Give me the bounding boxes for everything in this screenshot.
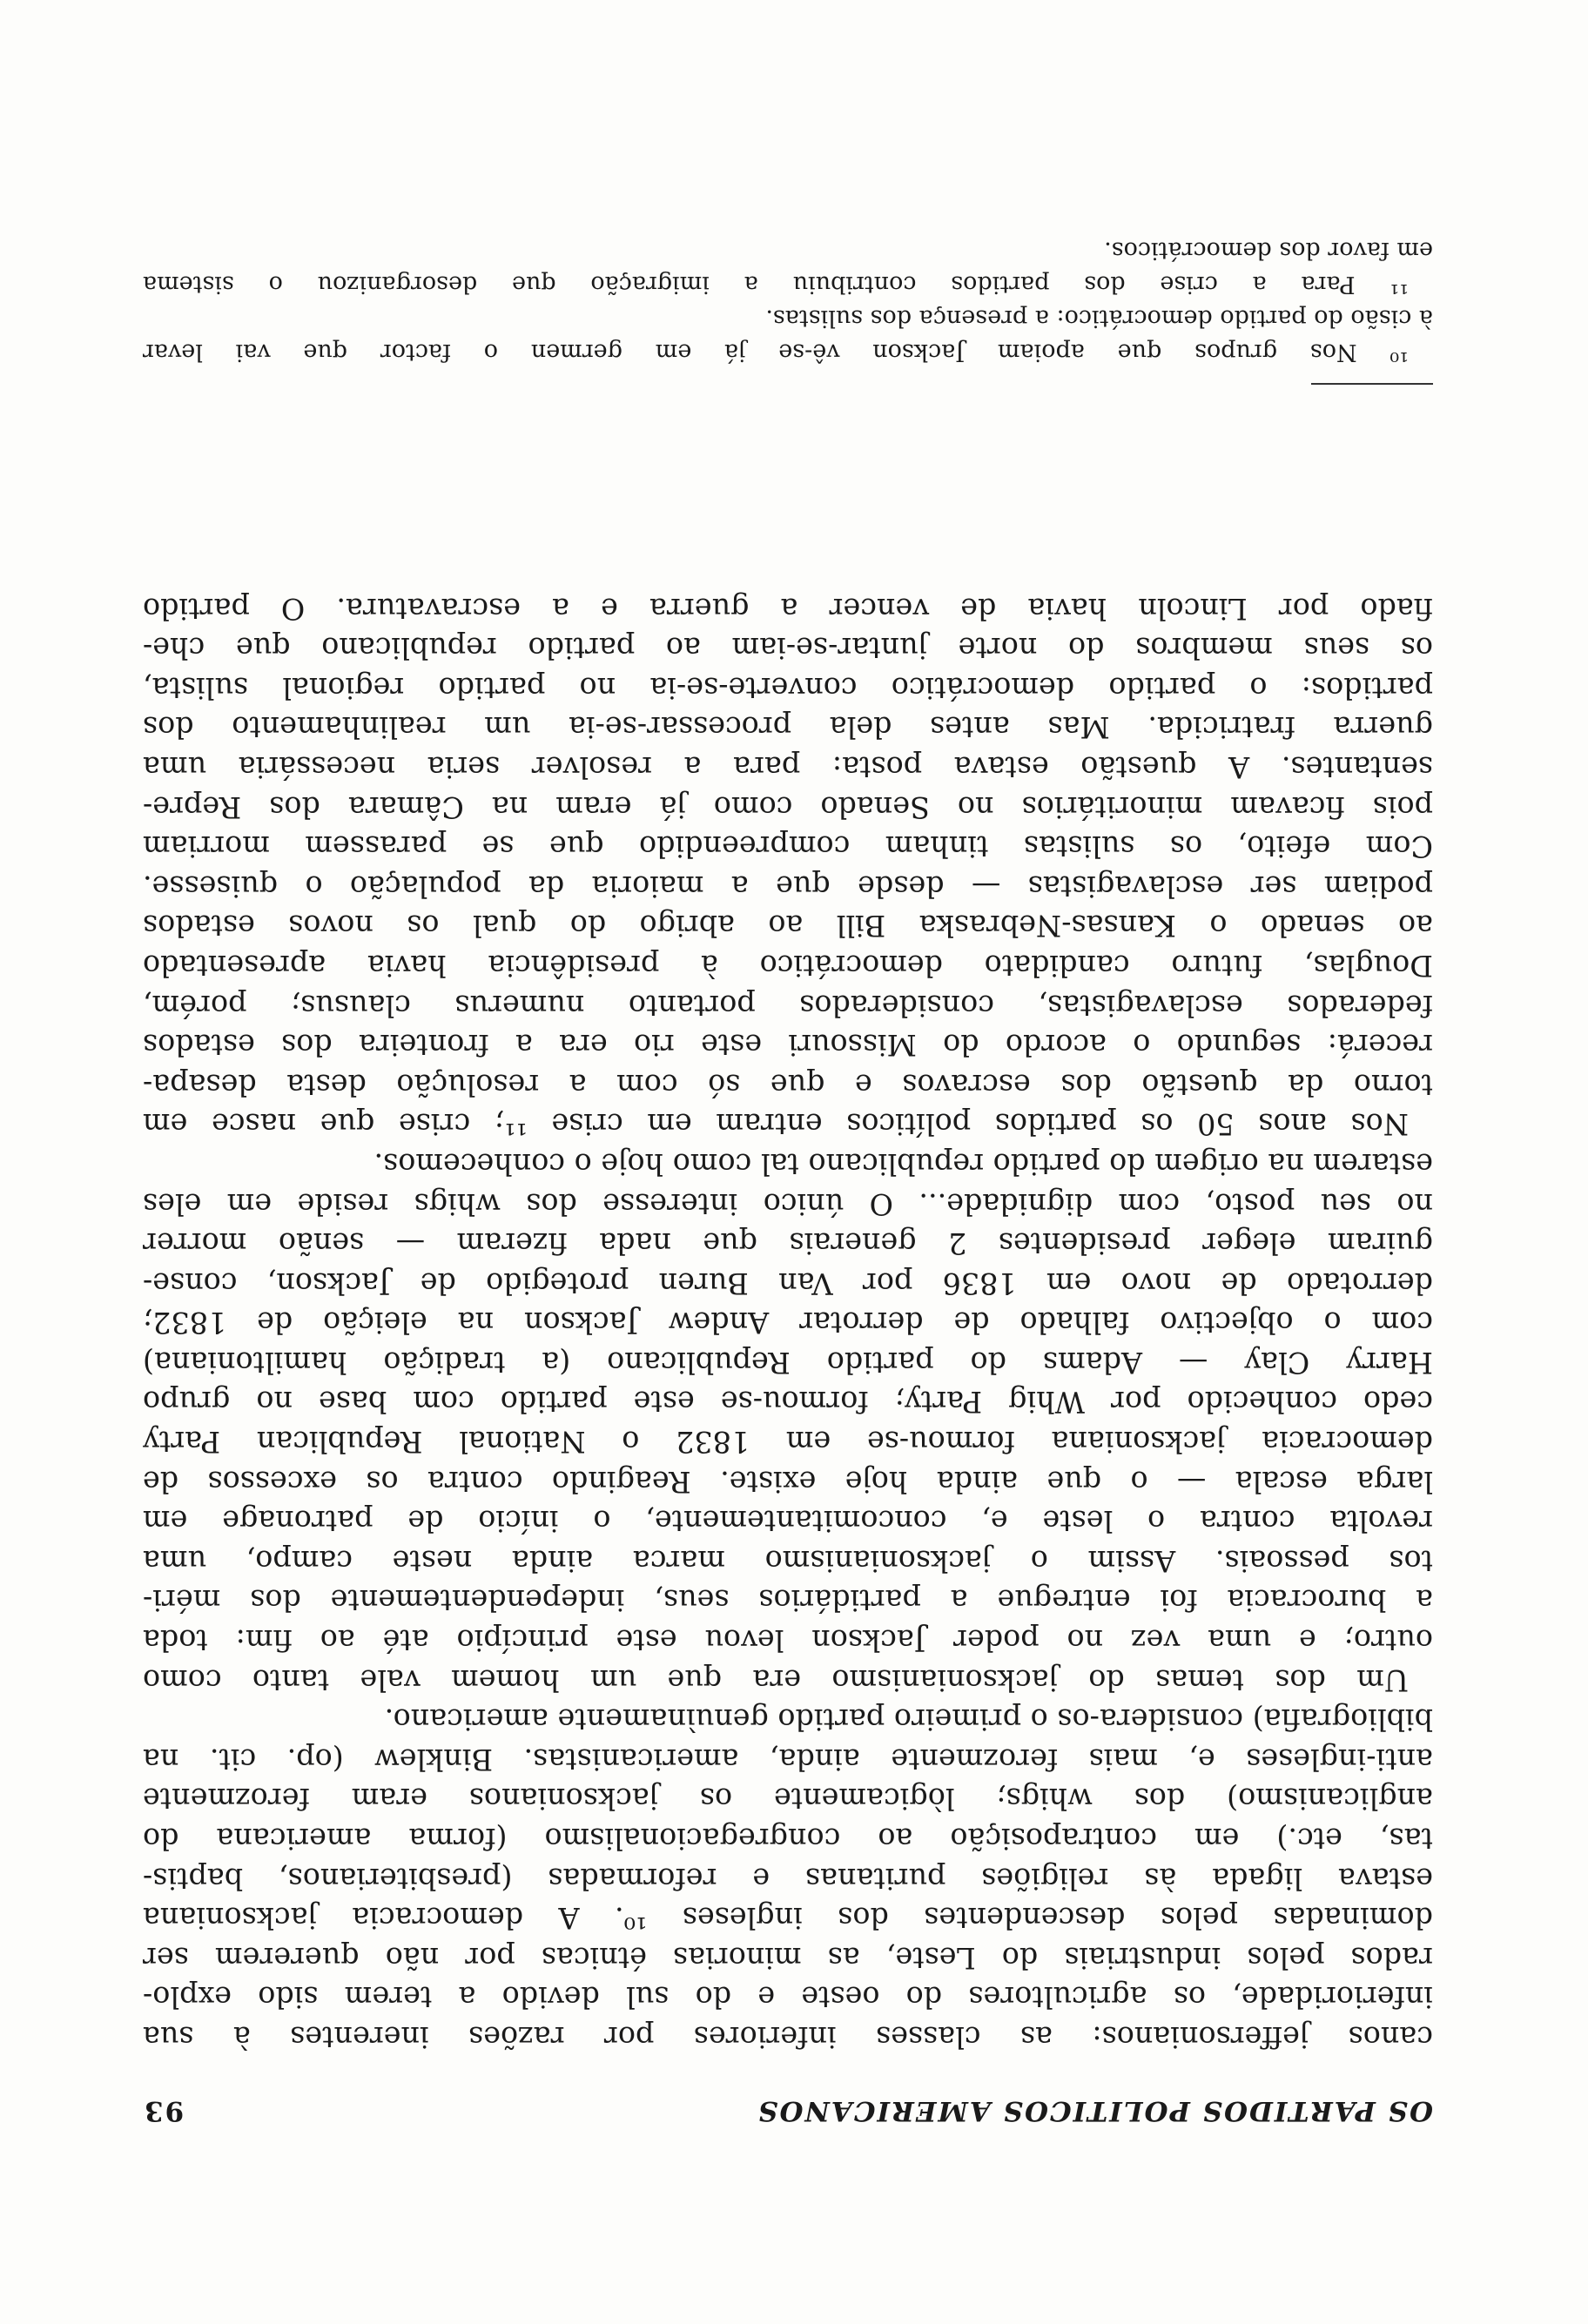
text-line: Nos anos 50 os partidos políticos entram em crise ¹¹; crise que nasce em xyxy=(143,1107,1409,1142)
text-line: anglicanismo) dos whigs; lògicamente os jacksonianos eram ferozmente xyxy=(143,1782,1433,1817)
text-line: podiam ser esclavagistas — desde que a maioria da população o quisesse. xyxy=(143,869,1433,903)
text-line: guerra fratricida. Mas antes dela processar-se-ia um realinhamento dos xyxy=(143,710,1433,745)
footnote-line: em favor dos democráticos. xyxy=(1104,237,1433,264)
body-text xyxy=(143,588,1433,2057)
text-line: Com efeito, os sulistas tinham compreendido que se parassem morriam xyxy=(143,830,1433,864)
footnote-line: ¹⁰ Nos grupos que apoiam Jackson vê-se já em germen o factor que vai levar xyxy=(143,339,1409,366)
footnote-line: ¹¹ Para a crise dos partidos contribuiu a imigração que desorganizou o sistema xyxy=(143,271,1409,298)
page-number: 93 xyxy=(143,2095,185,2126)
text-line: bibliografia) considera-os o primeiro partido genuìnamente americano. xyxy=(384,1703,1433,1737)
text-line: sentantes. A questão estava posta: para a resolver seria necessária uma xyxy=(143,750,1433,784)
text-line: fiado por Lincoln havia de vencer a guerra e a escravatura. O partido xyxy=(143,591,1433,626)
text-line: federados esclavagistas, considerados portanto numerus clausus; porém, xyxy=(143,988,1433,1023)
text-line: com o objectivo falhado de derrotar Andew Jackson na eleição de 1832; xyxy=(143,1306,1433,1340)
text-line: pois ficavam minoritários no Senado como já eram na Câmara dos Repre- xyxy=(143,789,1433,824)
text-line: recerá: segundo o acordo do Missouri este rio era a fronteira dos estados xyxy=(143,1028,1433,1063)
running-title: OS PARTIDOS POLITICOS AMERICANOS xyxy=(757,2095,1433,2126)
text-line: Douglas, futuro candidato democrático à presidência havia apresentado xyxy=(143,948,1433,983)
footnote-divider xyxy=(1311,383,1433,385)
text-line: no seu posto, com dignidade... O único interesse dos whigs reside em eles xyxy=(143,1186,1433,1221)
text-line: estarem na origem do partido republicano tal como hoje o conhecemos. xyxy=(373,1146,1433,1181)
text-line: rados pelos industriais do Leste, as minorias étnicas por não quererem ser xyxy=(143,1940,1433,1975)
text-line: os seus membros do norte juntar-se-iam ao partido republicano que che- xyxy=(143,631,1433,666)
text-line: larga escala — o que ainda hoje existe. Reagindo contra os excessos de xyxy=(143,1464,1433,1499)
text-line: democracia jacksoniana formou-se em 1832 o National Republican Party xyxy=(143,1425,1433,1460)
text-line: outro; e uma vez no poder Jackson levou este princípio até ao fim: toda xyxy=(143,1623,1433,1658)
text-line: inferioridade, os agricultores do oeste e do sul devido a terem sido explo- xyxy=(143,1980,1433,2015)
text-line: tas, etc.) em contraposição ao congregacionalismo (forma americana do xyxy=(143,1822,1433,1857)
text-line: partidos: o partido democrático converte-se-ia no partido regional sulista, xyxy=(143,670,1433,705)
text-line: ao senado o Kansas-Nebraska Bill ao abrigo do qual os novos estados xyxy=(143,909,1433,944)
text-line: estava ligada às religiões puritanas e reformadas (presbiterianos, baptis- xyxy=(143,1861,1433,1896)
text-line: guiram eleger presidentes 2 generais que nada fizeram — senão morrer xyxy=(143,1226,1433,1261)
text-line: dominadas pelos descendentes dos ingleses ¹⁰. A democracia jacksoniana xyxy=(143,1901,1433,1936)
text-line: a burocracia foi entregue a partidários seus, independentemente dos méri- xyxy=(143,1583,1433,1618)
text-line: revolta contra o leste e, concomitantemente, o início de patronage em xyxy=(143,1504,1433,1539)
footnote-line: à cisão do partido democrático: a presença dos sulistas. xyxy=(765,305,1433,332)
page-header xyxy=(143,2083,1433,2126)
text-line: canos jeffersonianos: as classes inferiores por razões inerentes à sua xyxy=(143,2020,1433,2054)
text-line: Harry Clay — Adams do partido Republicano (a tradição hamiltoniana) xyxy=(143,1345,1433,1380)
text-line: torno da questão dos escravos e que só com a resolução desta desapa- xyxy=(143,1067,1433,1102)
text-line: Um dos temas do jacksonianismo era que um homem vale tanto como xyxy=(143,1662,1409,1697)
footnotes xyxy=(143,233,1433,369)
text-line: derrotado de novo em 1836 por Van Buren protegido de Jackson, conse- xyxy=(143,1266,1433,1300)
text-line: tos pessoais. Assim o jacksonianismo marca ainda neste campo, uma xyxy=(143,1543,1433,1578)
text-line: anti-ingleses e, mais ferozmente ainda, americanistas. Binklew (op. cit. na xyxy=(143,1742,1433,1777)
text-line: cedo conhecido por Whig Party; formou-se este partido com base no grupo xyxy=(143,1385,1433,1420)
